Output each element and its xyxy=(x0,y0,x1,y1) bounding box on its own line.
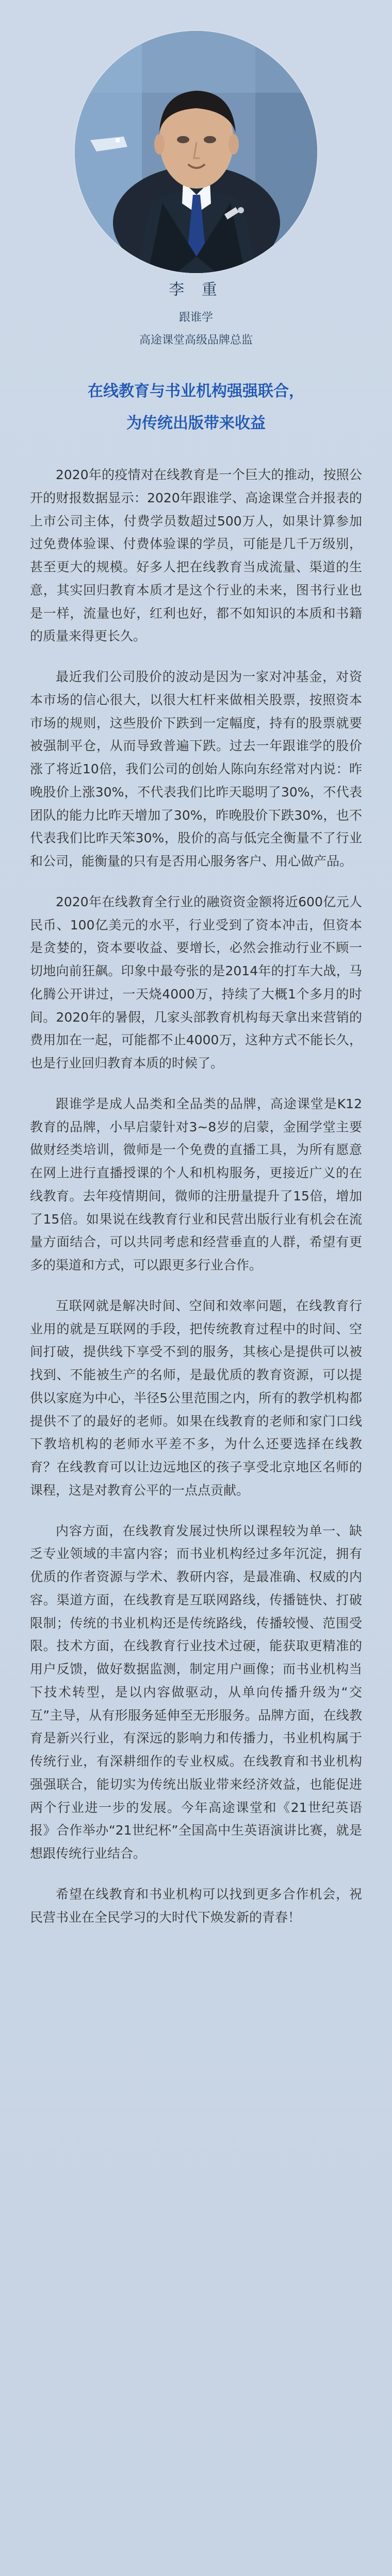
article-paragraph: 希望在线教育和书业机构可以找到更多合作机会，祝民营书业在全民学习的大时代下焕发新的青春！ xyxy=(30,1886,362,1925)
speaker-affiliation: 跟谁学 xyxy=(178,311,213,324)
article-headline-line-1: 在线教育与书业机构强强联合， xyxy=(88,382,304,400)
article-headline-line-2: 为传统出版带来收益 xyxy=(126,414,266,432)
article-paragraph: 内容方面，在线教育发展过快所以课程较为单一、缺乏专业领域的丰富内容；而书业机构经过多年沉淀，拥有优质的作者资源与学术、教研内容，是最准确、权威的内容。渠道方面，在线教育是互联网路线，传播链快、打破限制；传统的书业机构还是传统路线，传播较慢、范围受限。技术方面，在线教育行业技术过硬，能获取更精准的用户反馈，做好数据监测，制定用户画像；而书业机构当下技术转型，是以内容做驱动，从单向传播升级为“交互”主导，从有形服务延伸至无形服务。品牌方面，在线教育是新兴行业，有深远的影响力和传播力，书业机构属于传统行业，有深耕细作的专业权威。在线教育和书业机构强强联合，能切实为传统出版业带来经济效益，也能促进两个行业进一步的发展。今年高途课堂和《21世纪英语报》合作举办“21世纪杯”全国高中生英语演讲比赛，就是想跟传统行业结合。 xyxy=(30,1523,362,1861)
speaker-photo xyxy=(75,31,317,273)
speaker-name: 李 重 xyxy=(169,281,223,299)
article-paragraph: 最近我们公司股价的波动是因为一家对冲基金，对资本市场的信心很大，以很大杠杆来做相关股票，按照资本市场的规则，这些股价下跌到一定幅度，持有的股票就要被强制平仓，从而导致普遍下跌。过去一年跟谁学的股价涨了将近10倍，我们公司的创始人陈向东经常对内说：昨晚股价上涨30%，不代表我们比昨天聪明了30%，不代表团队的能力比昨天增加了30%，昨晚股价下跌30%，也不代表我们比昨天笨30%，股价的高与低完全衡量不了行业和公司，能衡量的只有是否用心服务客户、用心做产品。 xyxy=(30,669,362,869)
article-paragraph: 2020年的疫情对在线教育是一个巨大的推动，按照公开的财报数据显示：2020年跟谁学、高途课堂合并报表的上市公司主体，付费学员数超过500万人，如果计算参加过免费体验课、付费体验课的学员，可能是几千万级别，甚至更大的规模。好多人把在线教育当成流量、渠道的生意，其实回归教育本质才是这个行业的未来，图书行业也是一样，流量也好，红利也好，都不如知识的本质和书籍的质量来得更长久。 xyxy=(30,467,362,644)
article-paragraph: 互联网就是解决时间、空间和效率问题，在线教育行业用的就是互联网的手段，把传统教育过程中的时间、空间打破，提供线下享受不到的服务，其核心是提供可以被找到、不能被生产的名师，是最优质的教育资源，可以提供以家庭为中心，半径5公里范围之内，所有的教学机构都提供不了的最好的老师。如果在线教育的老师和家门口线下教培机构的老师水平差不多，为什么还要选择在线教育？在线教育可以让边远地区的孩子享受北京地区名师的课程，这是对教育公平的一点点贡献。 xyxy=(30,1298,362,1498)
speaker-portrait xyxy=(75,31,317,273)
speaker-title: 高途课堂高级品牌总监 xyxy=(139,334,253,347)
article-paragraph: 2020年在线教育全行业的融资资金额将近600亿元人民币、100亿美元的水平，行业受到了资本冲击，但资本是贪婪的，资本要收益、要增长，必然会推动行业不顾一切地向前狂飙。印象中最夸张的是2014年的打车大战，马化腾公开讲过，一天烧4000万，持续了大概1个多月的时间。2020年的暑假，几家头部教育机构每天拿出来营销的费用加在一起，可能都不止4000万，这种方式不能长久，也是行业回归教育本质的时候了。 xyxy=(30,894,362,1071)
article-paragraph: 跟谁学是成人品类和全品类的品牌，高途课堂是K12教育的品牌，小早启蒙针对3~8岁的启蒙，金囿学堂主要做财经类培训，微师是一个免费的直播工具，为所有愿意在网上进行直播授课的个人和机构服务，更接近广义的在线教育。去年疫情期间，微师的注册量提升了15倍，增加了15倍。如果说在线教育行业和民营出版行业有机会在流量方面结合，可以共同考虑和经营垂直的人群，希望有更多的渠道和方式，可以跟更多行业合作。 xyxy=(30,1096,362,1273)
article-body xyxy=(30,464,362,1929)
